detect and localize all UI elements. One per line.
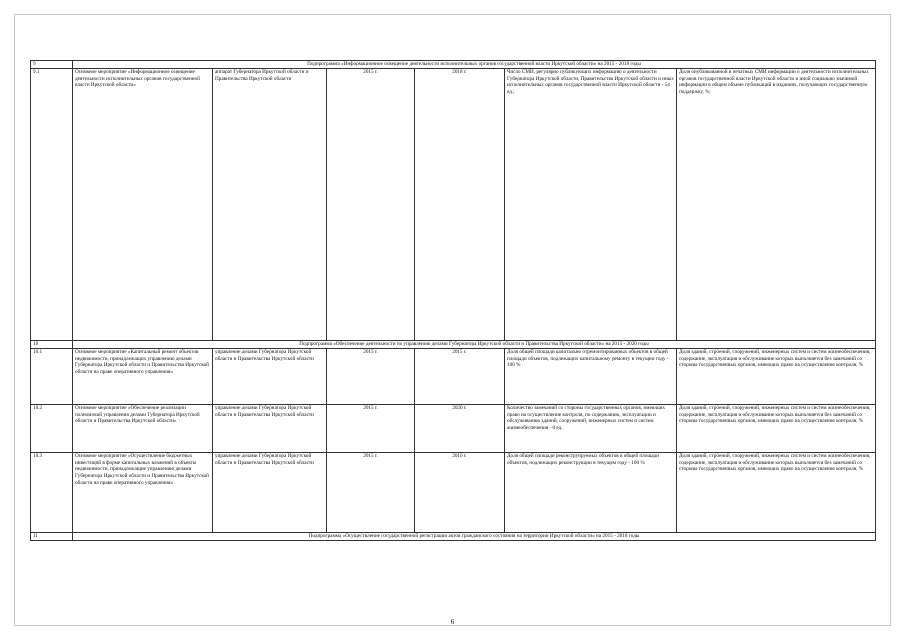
subprogram-row [31, 533, 876, 541]
start-year-cell: 2015 г. [327, 405, 415, 453]
row-number: 10.1 [31, 349, 73, 405]
row-number: 11 [31, 533, 73, 541]
start-year-cell: 2015 г. [327, 349, 415, 405]
start-year-cell: 2015 г. [327, 69, 415, 341]
end-year-cell: 2020 г. [415, 405, 505, 453]
row-number: 10.3 [31, 453, 73, 533]
subprogram-title: Подпрограмма «Обеспечение деятельности по управлению делами Губернатора Иркутской области и Правительства Иркутской области» на 2015 - 2020 годы [73, 341, 876, 349]
row-number: 9.1 [31, 69, 73, 341]
executor-cell: управление делами Губернатора Иркутской области и Правительства Иркутской области [213, 405, 327, 453]
program-table [30, 60, 876, 541]
end-year-cell: 2018 г. [415, 69, 505, 341]
measure-cell: Основное мероприятие «Обеспечение реализации полномочий управления делами Губернатора Иркутской области и Правительства Иркутской области» [73, 405, 213, 453]
targets-cell: Доля зданий, строений, сооружений, инженерных систем и систем жизнеобеспечения, содержание, эксплуатация и обслуживание которых выполняется без замечаний со стороны государственных органов, имеющих право на осуществление контроля, % [677, 405, 876, 453]
table-row [31, 453, 876, 533]
table-row [31, 405, 876, 453]
targets-cell: Доля зданий, строений, сооружений, инженерных систем и систем жизнеобеспечения, содержание, эксплуатация и обслуживание которых выполняется без замечаний со стороны государственных органов, имеющих право на осуществление контроля, % [677, 349, 876, 405]
indicators-cell: Доля общей площади реконструируемых объектов в общей площади объектов, подлежащих реконструкции в текущем году - 100 % [505, 453, 677, 533]
targets-cell: Доля опубликованной в печатных СМИ информации о деятельности исполнительных органов государственной власти Иркутской области и иной социально значимой информации в общем объеме публикаций в изданиях, получающих государственную поддержку, %; [677, 69, 876, 341]
subprogram-row [31, 61, 876, 69]
measure-cell: Основное мероприятие «Капитальный ремонт объектов недвижимости, принадлежащих управлению делами Губернатора Иркутской области и Правительства Иркутской области на праве оперативного управления» [73, 349, 213, 405]
row-number: 10.2 [31, 405, 73, 453]
indicators-cell: Доля общей площади капитально отремонтированных объектов в общей площади объектов, подлежащих капитальному ремонту в текущем году - 100 % [505, 349, 677, 405]
table-row [31, 349, 876, 405]
subprogram-row [31, 341, 876, 349]
end-year-cell: 2016 г. [415, 453, 505, 533]
end-year-cell: 2015 г. [415, 349, 505, 405]
row-number: 10 [31, 341, 73, 349]
row-number: 9 [31, 61, 73, 69]
indicators-cell: Число СМИ, регулярно публикующих информацию о деятельности Губернатора Иркутской области, Правительства Иркутской области и иных исполнительных органов государственной власти Иркутской области - 54 ед.; [505, 69, 677, 341]
executor-cell: управление делами Губернатора Иркутской области и Правительства Иркутской области [213, 349, 327, 405]
start-year-cell: 2015 г. [327, 453, 415, 533]
page-number: 6 [450, 618, 455, 626]
targets-cell: Доля зданий, строений, сооружений, инженерных систем и систем жизнеобеспечения, содержание, эксплуатация и обслуживание которых выполняется без замечаний со стороны государственных органов, имеющих право на осуществление контроля, % [677, 453, 876, 533]
executor-cell: аппарат Губернатора Иркутской области и Правительства Иркутской области [213, 69, 327, 341]
measure-cell: Основное мероприятие «Информационное освещение деятельности исполнительных органов государственной власти Иркутской области» [73, 69, 213, 341]
table-row [31, 69, 876, 341]
subprogram-title: Подпрограмма «Информационное освещение деятельности исполнительных органов государственной власти Иркутской области» на 2015 - 2018 годы [73, 61, 876, 69]
measure-cell: Основное мероприятие «Осуществление бюджетных инвестиций в форме капитальных вложений в объекты недвижимости, принадлежащие управлению делами Губернатора Иркутской области и Правительства Иркутской области на праве оперативного управления» [73, 453, 213, 533]
indicators-cell: Количество замечаний со стороны государственных органов, имеющих право на осуществление контроля, по содержанию, эксплуатации и обслуживанию зданий, сооружений, инженерных систем и систем жизнеобеспечения - 0 ед. [505, 405, 677, 453]
subprogram-title: Подпрограмма «Осуществление государственной регистрации актов гражданского состояния на территории Иркутской области» на 2015 - 2018 годы [73, 533, 876, 541]
executor-cell: управление делами Губернатора Иркутской области и Правительства Иркутской области [213, 453, 327, 533]
